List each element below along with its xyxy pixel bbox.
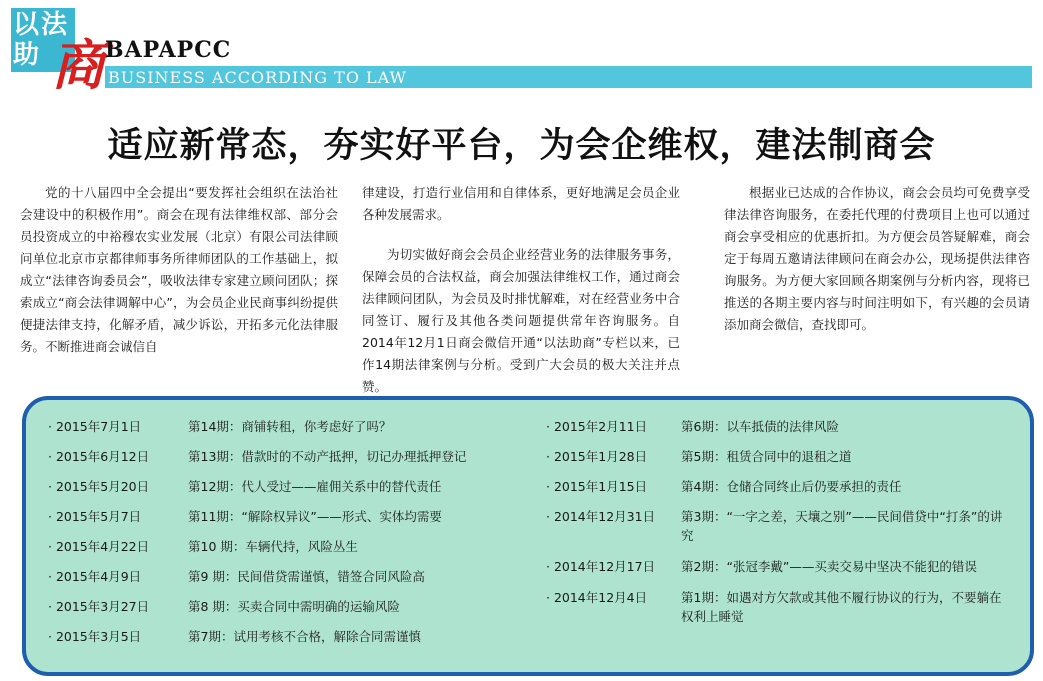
- issue-title: 第5期：租赁合同中的退租之道: [681, 449, 852, 464]
- issue-title: 第11期：“解除权异议”——形式、实体均需要: [188, 509, 442, 524]
- issue-date: · 2015年4月22日: [48, 539, 150, 554]
- issue-date: · 2015年4月9日: [48, 569, 142, 584]
- issue-date: · 2014年12月4日: [546, 590, 648, 605]
- list-item: [48, 417, 538, 436]
- issue-date: · 2015年3月5日: [48, 629, 142, 644]
- list-item: [48, 567, 538, 586]
- list-item: [546, 557, 1006, 576]
- list-item: [48, 627, 538, 646]
- article-headline: 适应新常态，夯实好平台，为会企维权，建法制商会: [107, 126, 936, 166]
- article-paragraph: 律建设，打造行业信用和自律体系，更好地满足会员企业各种发展需求。: [362, 185, 680, 222]
- issues-list-right: [546, 417, 1006, 626]
- logo-char-1: 以: [13, 10, 40, 40]
- list-item: [48, 537, 538, 556]
- issue-title: 第7期：试用考核不合格，解除合同需谨慎: [188, 629, 421, 644]
- article-paragraph: 为切实做好商会会员企业经营业务的法律服务事务，保障会员的合法权益，商会加强法律维权工作，通过商会法律顾问团队，为会员及时排忧解难，对在经营业务中合同签订、履行及其他各类问题提供常年咨询服务。自2014年12月1日商会微信开通“以法助商”专栏以来，已作14期法律案例与分析。受到广大会员的极大关注并点赞。: [362, 247, 680, 394]
- paragraph-gap: [362, 226, 680, 244]
- article-column-1: [20, 182, 338, 358]
- column-logo: [11, 8, 105, 97]
- brand-subtitle: BUSINESS ACCORDING TO LAW: [108, 68, 407, 87]
- article-column-2: [362, 182, 680, 398]
- issue-title: 第8 期：买卖合同中需明确的运输风险: [188, 599, 400, 614]
- issue-date: · 2015年5月20日: [48, 479, 150, 494]
- issue-date: · 2015年7月1日: [48, 419, 142, 434]
- issue-date: · 2015年6月12日: [48, 449, 150, 464]
- issue-title: 第10 期：车辆代持，风险丛生: [188, 539, 358, 554]
- issue-date: · 2014年12月31日: [546, 509, 656, 524]
- issue-date: · 2015年1月28日: [546, 449, 648, 464]
- issue-title: 第6期：以车抵债的法律风险: [681, 419, 839, 434]
- issue-title: 第12期：代人受过——雇佣关系中的替代责任: [188, 479, 442, 494]
- logo-char-2: 法: [41, 10, 68, 40]
- list-item: [48, 597, 538, 616]
- list-item: [546, 588, 1006, 626]
- issue-date: · 2015年5月7日: [48, 509, 142, 524]
- article-paragraph: 党的十八届四中全会提出“要发挥社会组织在法治社会建设中的积极作用”。商会在现有法律维权部、部分会员投资成立的中裕穆农实业发展（北京）有限公司法律顾问单位北京市京都律师事务所律师团队的工作基础上，拟成立“法律咨询委员会”，吸收法律专家建立顾问团队；探索成立“商会法律调解中心”，为会员企业民商事纠纷提供便捷法律支持，化解矛盾，减少诉讼，开拓多元化法律服务。不断推进商会诚信自: [20, 185, 338, 354]
- issue-date: · 2015年2月11日: [546, 419, 648, 434]
- brand-name: BAPAPCC: [105, 37, 232, 63]
- issue-title: 第2期：“张冠李戴”——买卖交易中坚决不能犯的错误: [681, 559, 977, 574]
- list-item: [48, 477, 538, 496]
- issue-title: 第1期：如遇对方欠款或其他不履行协议的行为，不要躺在权利上睡觉: [681, 590, 1002, 624]
- list-item: [546, 477, 1006, 496]
- issues-list-left: [48, 417, 538, 646]
- article-paragraph: 根据业已达成的合作协议，商会会员均可免费享受律法律咨询服务，在委托代理的付费项目上也可以通过商会享受相应的优惠折扣。为方便会员答疑解难，商会定于每周五邀请法律顾问在商会办公，现场提供法律咨询服务。为方便大家回顾各期案例与分析内容，现将已推送的各期主要内容与时间注明如下，有兴趣的会员请添加商会微信，查找即可。: [724, 185, 1030, 332]
- issue-date: · 2014年12月17日: [546, 559, 656, 574]
- issue-title: 第13期：借款时的不动产抵押，切记办理抵押登记: [188, 449, 467, 464]
- article-column-3: [724, 182, 1030, 336]
- logo-char-3: 助: [13, 40, 40, 70]
- list-item: [546, 507, 1006, 545]
- list-item: [546, 417, 1006, 436]
- issue-title: 第4期：仓储合同终止后仍要承担的责任: [681, 479, 902, 494]
- list-item: [546, 447, 1006, 466]
- list-item: [48, 447, 538, 466]
- issue-title: 第3期：“一字之差，天壤之别”——民间借贷中“打条”的讲究: [681, 509, 1003, 543]
- issue-title: 第14期：商铺转租，你考虑好了吗？: [188, 419, 392, 434]
- issue-date: · 2015年1月15日: [546, 479, 648, 494]
- logo-char-big: 商: [51, 33, 105, 97]
- issue-date: · 2015年3月27日: [48, 599, 150, 614]
- issue-title: 第9 期：民间借贷需谨慎，错签合同风险高: [188, 569, 425, 584]
- list-item: [48, 507, 538, 526]
